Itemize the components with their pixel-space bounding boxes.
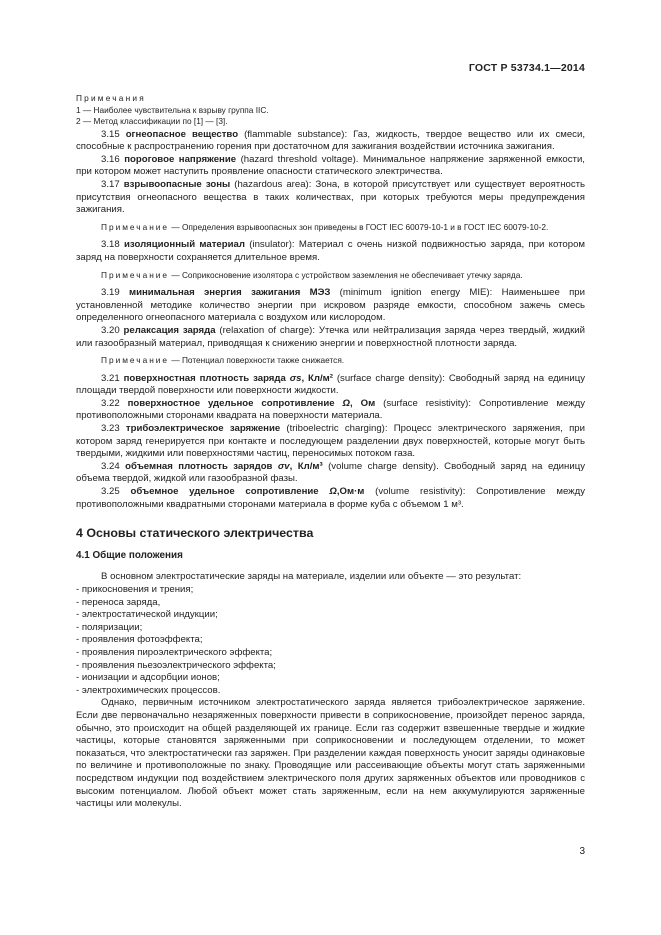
definition-3-19: 3.19 минимальная энергия зажигания МЭЗ (minimum ignition energy MIE): Наименьшее при установленной методике количество энергии при искровом разряде емкости, способном зажечь смесь определенного огнеопасного материала с воздухом или кислородом.	[76, 287, 585, 324]
definition-3-17: 3.17 взрывоопасные зоны (hazardous area): Зона, в которой присутствует или существует вероятность присутствия огнеопасного вещества в таких количествах, при которых требуются меры предупреждения зажигания.	[76, 178, 586, 216]
subsection-4-1-title: 4.1 Общие положения	[76, 549, 183, 561]
definition-3-24: 3.24 объемная плотность зарядов σv, Кл/м³ (volume charge density). Свободный заряд на единицу объема твердой, жидкой или газообразной фазы.	[76, 460, 585, 485]
section-body-paragraph: Однако, первичным источником электростатического заряда является трибоэлектрическое заряжение. Если две первоначально незаряженных поверхности привести в соприкосновение, произойдет перенос заряда, обычно, это происходит на общей разделяющей их границе. Если газ содержит взвешенные твердые и жидкие частицы, которые становятся заряженными при соприкосновении и последующем отделении, то может показаться, что электростатически газ заряжен. При разделении каждая поверхность уносит заряды одинаковые по величине и противоположные по знаку. Проводящие или рассеивающие объекты могут стать заряженными посредством индукции под воздействием электрического поля других заряженных объектов или проводников с высоким потенциалом. Любой объект может стать заряженным, если на нем аккумулируются заряженные частицы или молекулы.	[76, 697, 585, 810]
page-content	[76, 92, 585, 811]
definition-3-23: 3.23 трибоэлектрическое заряжение (triboelectric charging): Процесс электрического заряжения, при котором заряд генерируется при контакте и последующем разделении двух поверхностей, которые могут быть твердыми, жидкими или поверхностями частиц, переносимых потоком газа.	[76, 423, 585, 460]
note-3-18: Примечание — Соприкосновение изолятора с устройством заземления не обеспечивает утечку заряда.	[101, 269, 523, 280]
page-number: 3	[579, 846, 585, 857]
definition-3-20: 3.20 релаксация заряда (relaxation of charge): Утечка или нейтрализация заряда через твердый, жидкий или газообразный материал, приводящая к снижению энергии и поверхностной плотности заряда.	[76, 324, 585, 349]
sigma-s-symbol: σs	[289, 372, 302, 384]
notes-heading: Примечания	[76, 93, 146, 103]
list-item: - проявления пироэлектрического эффекта;	[76, 646, 273, 658]
list-item: - проявления фотоэффекта;	[76, 634, 203, 646]
sigma-v-symbol: σv	[277, 460, 290, 472]
list-item: - поляризации;	[76, 621, 143, 633]
list-item: - прикосновения и трения;	[76, 584, 194, 595]
section-4-title: 4 Основы статического электричества	[76, 526, 314, 541]
note-item: 2 — Метод классификации по [1] — [3].	[76, 115, 228, 126]
omega-symbol: Ω	[329, 486, 337, 498]
list-item: - проявления пьезоэлектрического эффекта;	[76, 659, 276, 671]
list-item: - переноса заряда,	[76, 596, 161, 608]
document-header-code: ГОСТ Р 53734.1—2014	[468, 62, 585, 74]
section-intro: В основном электростатические заряды на материале, изделии или объекте — это результат:	[101, 571, 522, 583]
definition-3-25: 3.25 объемное удельное сопротивление Ω,Ом·м (volume resistivity): Сопротивление между противоположными квадратными сторонами материала в форме куба с объемом 1 м³.	[76, 486, 585, 510]
definition-3-21: 3.21 поверхностная плотность заряда σs, Кл/м² (surface charge density): Свободный заряд на единицу площади твердой поверхности или поверхности жидкости.	[76, 372, 585, 397]
definition-3-22: 3.22 поверхностное удельное сопротивление Ω, Ом (surface resistivity): Сопротивление между противоположными сторонами квадрата на поверхности материала.	[76, 397, 586, 422]
note-3-20: Примечание — Потенциал поверхности также снижается.	[101, 355, 345, 366]
definition-3-18: 3.18 изоляционный материал (insulator): Материал с очень низкой подвижностью заряда, при котором заряд на поверхности сохраняется длительное время.	[76, 239, 585, 263]
note-item: 1 — Наиболее чувствительна к взрыву группа IIC.	[76, 104, 269, 115]
omega-symbol: Ω	[342, 397, 351, 409]
note-3-17: Примечание — Определения взрывоопасных зон приведены в ГОСТ IEC 60079-10-1 и в ГОСТ IEC 60079-10-2.	[101, 221, 549, 232]
list-item: - электрохимических процессов.	[76, 684, 221, 696]
definition-3-15: 3.15 огнеопасное вещество (flammable substance): Газ, жидкость, твердое вещество или их смеси, способные к распространению горения при достаточном для зажигания воздействии источника зажигания.	[76, 128, 586, 153]
definition-3-16: 3.16 пороговое напряжение (hazard threshold voltage). Минимальное напряжение заряженной емкости, при котором может наступить проявление опасности статического электричества.	[76, 153, 585, 178]
list-item: - ионизации и адсорбции ионов;	[76, 672, 220, 684]
list-item: - электростатической индукции;	[76, 609, 218, 621]
